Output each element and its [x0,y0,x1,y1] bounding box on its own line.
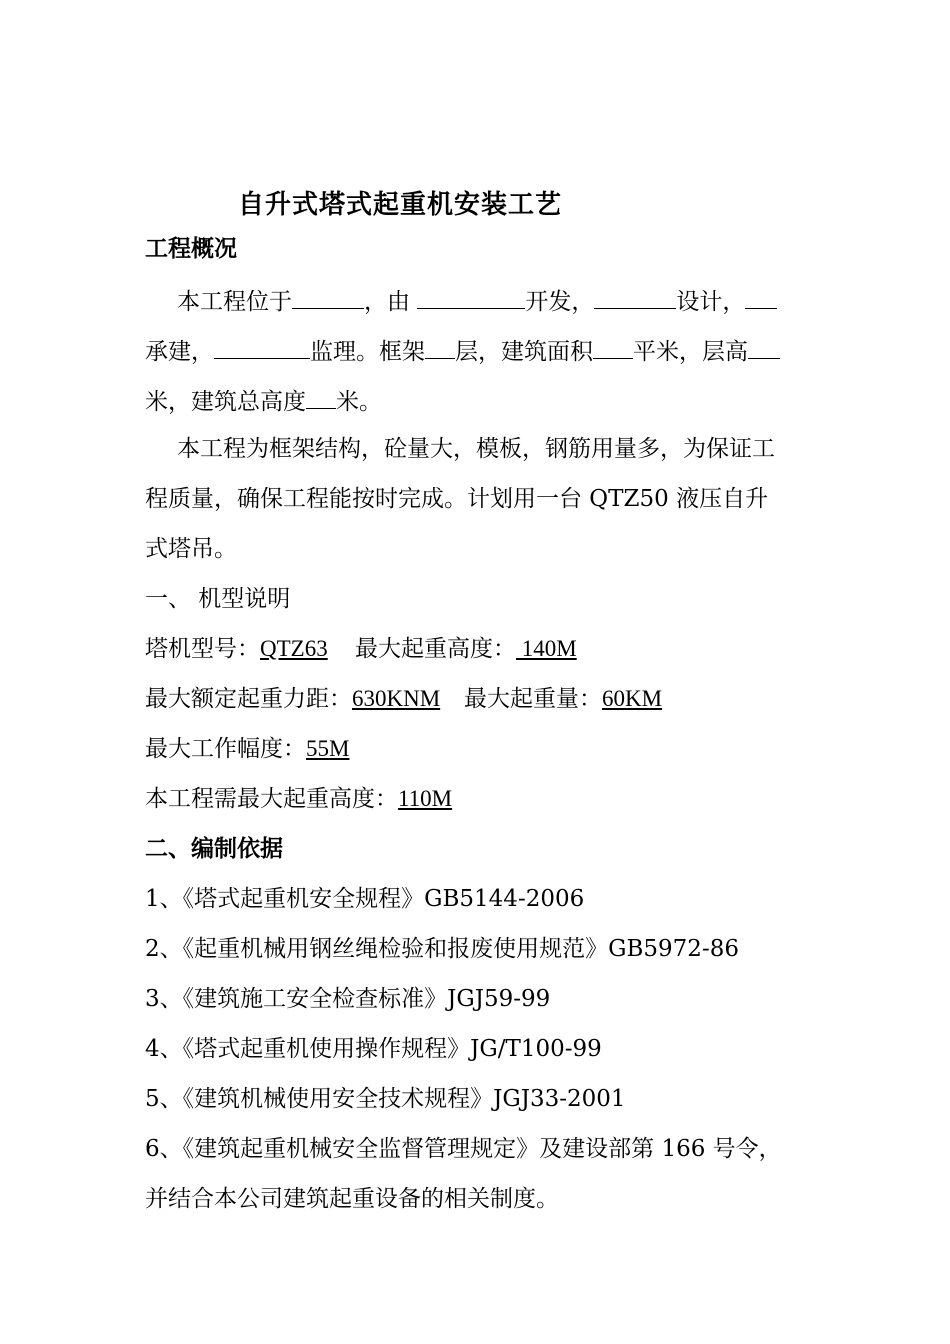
overview-text: 设计， [676,289,746,315]
total-height-blank [306,384,336,409]
overview-text: 平米，层高 [633,339,748,365]
model-line [145,634,810,664]
designer-blank [594,284,676,309]
section1-heading: 一、 机型说明 [145,586,291,612]
overview-text: 米。 [336,389,382,415]
overview-text: 米，建筑总高度 [145,389,306,415]
range-value: 55M [306,736,350,761]
max-load-value: 60KM [602,686,663,711]
max-load-label: 最大起重量： [464,686,602,712]
moment-value: 630KNM [352,686,441,711]
overview-paragraph-line-3 [145,384,810,417]
model-value: QTZ63 [260,636,328,661]
area-blank [593,334,633,359]
overview-text: ，由 [364,289,418,315]
overview-p2-line-1: 本工程为框架结构，砼量大，模板，钢筋用量多，为保证工 [177,436,775,462]
range-line [145,734,810,764]
reference-item: 3、《建筑施工安全检查标准》JGJ59-99 [145,986,551,1012]
floor-height-blank [748,334,780,359]
overview-text: 监理。框架 [310,339,425,365]
overview-text: 开发， [525,289,595,315]
reference-item-continuation: 并结合本公司建筑起重设备的相关制度。 [145,1186,559,1212]
overview-p2-line-2: 程质量，确保工程能按时完成。计划用一台 QTZ50 液压自升 [145,486,769,512]
overview-paragraph-line-2 [145,334,810,367]
required-height-label: 本工程需最大起重高度： [145,786,398,812]
overview-text: 层，建筑面积 [455,339,593,365]
supervisor-blank [214,334,310,359]
section2-heading: 二、编制依据 [145,836,283,862]
model-label: 塔机型号： [145,636,260,662]
overview-heading: 工程概况 [145,236,237,262]
reference-item: 1、《塔式起重机安全规程》GB5144-2006 [145,886,585,912]
overview-paragraph-line-1 [145,284,842,317]
moment-label: 最大额定起重力距： [145,686,352,712]
location-blank [292,284,364,309]
reference-item: 4、《塔式起重机使用操作规程》JG/T100-99 [145,1036,602,1062]
required-height-line [145,784,810,814]
developer-blank [417,284,525,309]
overview-text: 本工程位于 [177,289,292,315]
reference-item: 6、《建筑起重机械安全监督管理规定》及建设部第 166 号令， [145,1136,782,1162]
max-height-value: 140M [516,636,577,661]
overview-text: 承建， [145,339,214,365]
moment-line [145,684,810,714]
contractor-blank [745,284,777,309]
floors-blank [425,334,455,359]
range-label: 最大工作幅度： [145,736,306,762]
reference-item: 2、《起重机械用钢丝绳检验和报废使用规范》GB5972-86 [145,936,739,962]
reference-item: 5、《建筑机械使用安全技术规程》JGJ33-2001 [145,1086,626,1112]
required-height-value: 110M [398,786,453,811]
document-title: 自升式塔式起重机安装工艺 [238,190,563,220]
max-height-label: 最大起重高度： [355,636,516,662]
overview-p2-line-3: 式塔吊。 [145,536,237,562]
